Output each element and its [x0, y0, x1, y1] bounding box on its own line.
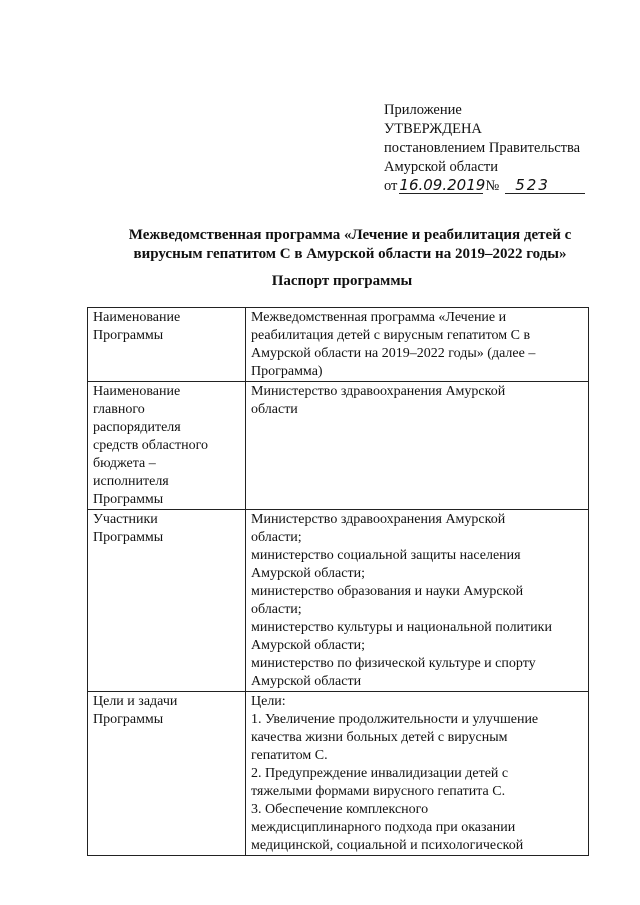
row-content-line: Межведомственная программа «Лечение и — [251, 310, 507, 325]
table-row — [88, 308, 589, 382]
approval-block — [384, 101, 585, 196]
row-content-line: Амурской области — [251, 674, 362, 689]
row-label-line: Программы — [93, 492, 164, 507]
row-content-cell — [246, 308, 589, 382]
row-content-line: Министерство здравоохранения Амурской — [251, 512, 506, 527]
row-content-line: Амурской области; — [251, 638, 365, 653]
row-content-line: 2. Предупреждение инвалидизации детей с — [251, 766, 509, 781]
row-label-line: бюджета – — [93, 456, 156, 471]
approval-line-appendix: Приложение — [384, 102, 462, 118]
row-content-line: области — [251, 402, 298, 417]
row-content-line: министерство культуры и национальной политики — [251, 620, 552, 635]
approval-date-line — [384, 177, 585, 196]
row-content-line: Амурской области на 2019–2022 годы» (далее – — [251, 346, 536, 361]
row-label-line: Цели и задачи — [93, 694, 178, 709]
row-content-line: Цели: — [251, 694, 286, 709]
row-content-line: качества жизни больных детей с вирусным — [251, 730, 508, 745]
row-label-line: Наименование — [93, 384, 181, 399]
row-label-cell — [88, 308, 246, 382]
row-label-line: средств областного — [93, 438, 209, 453]
table-row — [88, 382, 589, 510]
row-content-line: 3. Обеспечение комплексного — [251, 802, 429, 817]
row-label-line: Программы — [93, 530, 164, 545]
row-content-line: министерство социальной защиты населения — [251, 548, 521, 563]
row-label-line: главного — [93, 402, 145, 417]
passport-table — [87, 307, 589, 856]
row-label-line: Программы — [93, 328, 164, 343]
row-label-line: распорядителя — [93, 420, 181, 435]
row-content-line: области; — [251, 530, 302, 545]
row-label-cell — [88, 510, 246, 692]
document-title: Межведомственная программа «Лечение и реабилитация детей с вирусным гепатитом С в Амурской области на 2019–2022 годы» — [128, 227, 572, 262]
date-prefix: от — [384, 178, 398, 194]
row-content-line: 1. Увеличение продолжительности и улучшение — [251, 712, 539, 727]
handwritten-date: 16.09.2019 — [399, 176, 486, 194]
row-content-line: тяжелыми формами вирусного гепатита С. — [251, 784, 506, 799]
row-content-line: министерство образования и науки Амурской — [251, 584, 524, 599]
row-content-line: Амурской области; — [251, 566, 365, 581]
row-content-line: реабилитация детей с вирусным гепатитом С в — [251, 328, 531, 343]
row-label-cell — [88, 382, 246, 510]
row-content-line: министерство по физической культуре и спорту — [251, 656, 536, 671]
approval-line-resolution: постановлением Правительства — [384, 140, 581, 156]
row-label-line: Участники — [93, 512, 158, 527]
row-label-line: Наименование — [93, 310, 181, 325]
row-content-cell — [246, 382, 589, 510]
row-label-line: Программы — [93, 712, 164, 727]
row-label-line: исполнителя — [93, 474, 169, 489]
approval-line-approved: УТВЕРЖДЕНА — [384, 121, 482, 137]
handwritten-number: 523 — [505, 177, 585, 194]
row-content-line: Министерство здравоохранения Амурской — [251, 384, 506, 399]
row-content-line: медицинской, социальной и психологической — [251, 838, 524, 853]
approval-line-region: Амурской области — [384, 159, 498, 175]
row-label-cell — [88, 692, 246, 856]
table-row — [88, 510, 589, 692]
number-sign: № — [485, 178, 500, 194]
document-subtitle: Паспорт программы — [271, 273, 413, 289]
row-content-cell — [246, 692, 589, 856]
row-content-line: Программа) — [251, 364, 323, 379]
table-row — [88, 692, 589, 856]
row-content-line: области; — [251, 602, 302, 617]
row-content-line: междисциплинарного подхода при оказании — [251, 820, 516, 835]
row-content-line: гепатитом С. — [251, 748, 328, 763]
row-content-cell — [246, 510, 589, 692]
